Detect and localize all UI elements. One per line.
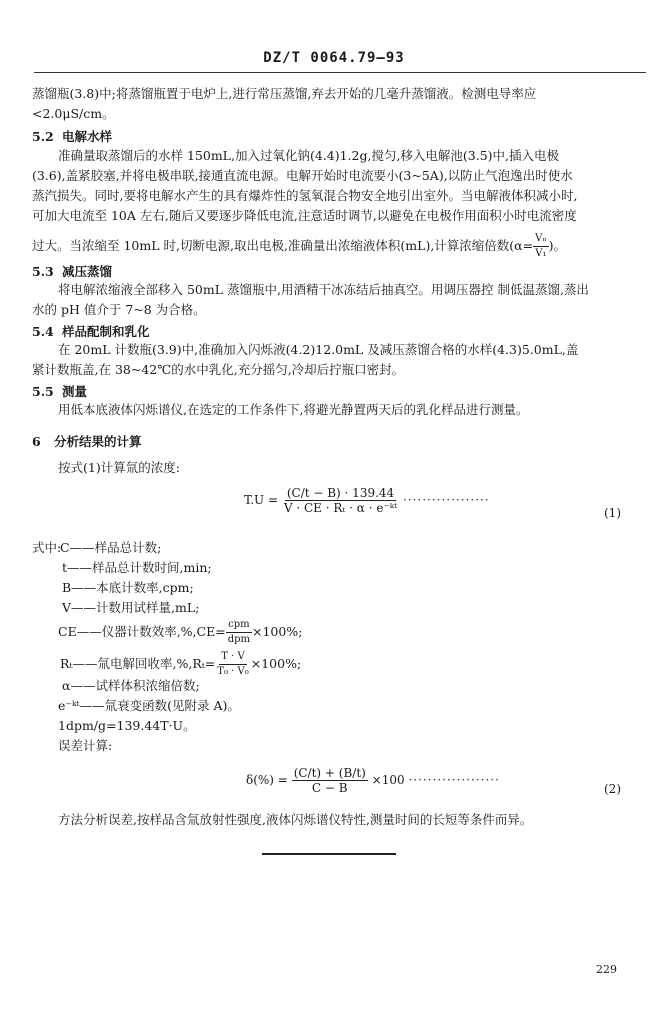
definition-text: ×100%; bbox=[250, 656, 302, 671]
alpha-denominator: V₁ bbox=[535, 248, 547, 259]
formula-fraction bbox=[292, 766, 368, 795]
paragraph-line: 误差计算: bbox=[58, 738, 113, 753]
standard-code-header: DZ/T 0064.79—93 bbox=[263, 50, 405, 66]
leader-dots: ·················· bbox=[402, 493, 490, 507]
paragraph-line: 水的 pH 值介于 7~8 为合格。 bbox=[32, 302, 206, 317]
paragraph-line: <2.0μS/cm。 bbox=[32, 106, 115, 121]
formula-tail: ×100 bbox=[371, 773, 405, 787]
formula-numerator: (C/t) + (B/t) bbox=[293, 766, 366, 780]
definition-line-with-fraction bbox=[60, 650, 301, 679]
section-6-heading bbox=[32, 432, 142, 450]
where-label: 式中: bbox=[32, 540, 62, 555]
definition-text: ×100%; bbox=[251, 624, 303, 639]
definition-line: t——样品总计数时间,min; bbox=[62, 560, 212, 575]
rt-fraction bbox=[215, 650, 250, 679]
formula-numerator: (C/t − B) · 139.44 bbox=[286, 486, 395, 500]
rt-denominator: T₀ · V₀ bbox=[217, 666, 249, 677]
ce-fraction bbox=[226, 618, 252, 647]
paragraph-line: 用低本底液体闪烁谱仪,在选定的工作条件下,将避光静置两天后的乳化样品进行测量。 bbox=[58, 402, 529, 417]
paragraph-line: 按式(1)计算氚的浓度: bbox=[58, 460, 180, 475]
header-rule bbox=[34, 72, 646, 73]
paragraph-line: 蒸馏瓶(3.8)中;将蒸馏瓶置于电炉上,进行常压蒸馏,弃去开始的几毫升蒸馏液。检测电导率应 bbox=[32, 86, 537, 101]
formula-denominator: V · CE · Rₜ · α · e⁻ᵏᵗ bbox=[283, 501, 398, 515]
definition-line: B——本底计数率,cpm; bbox=[62, 580, 194, 595]
definition-text: Rₜ——氚电解回收率,%,Rₜ= bbox=[60, 656, 216, 671]
definition-line: e⁻ᵏᵗ——氚衰变函数(见附录 A)。 bbox=[58, 698, 240, 713]
section-number: 5.5 bbox=[32, 384, 54, 399]
formula-fraction bbox=[282, 486, 399, 515]
definition-line-with-fraction bbox=[58, 618, 302, 647]
section-number: 6 bbox=[32, 434, 41, 449]
formula-1 bbox=[244, 486, 490, 515]
section-5-5-heading bbox=[32, 382, 87, 400]
section-5-3-heading bbox=[32, 262, 112, 280]
section-title: 样品配制和乳化 bbox=[62, 324, 150, 339]
equation-number: (1) bbox=[604, 506, 621, 520]
section-title: 电解水样 bbox=[62, 129, 113, 144]
alpha-fraction bbox=[533, 232, 549, 261]
end-rule bbox=[262, 853, 396, 855]
section-title: 减压蒸馏 bbox=[62, 264, 113, 279]
section-number: 5.3 bbox=[32, 264, 54, 279]
section-title: 分析结果的计算 bbox=[54, 434, 142, 449]
paragraph-line: (3.6),盖紧胶塞,并将电极串联,接通直流电源。电解开始时电流要小(3~5A),以防止气泡逸出时使水 bbox=[32, 168, 573, 183]
paragraph-line-with-fraction bbox=[32, 232, 566, 261]
section-number: 5.2 bbox=[32, 129, 54, 144]
paragraph-line: 准确量取蒸馏后的水样 150mL,加入过氧化钠(4.4)1.2g,搅匀,移入电解池(3.5)中,插入电极 bbox=[58, 148, 560, 163]
definition-line: α——试样体积浓缩倍数; bbox=[62, 678, 200, 693]
paragraph-line: 紧计数瓶盖,在 38~42℃的水中乳化,充分摇匀,冷却后拧瓶口密封。 bbox=[32, 362, 405, 377]
formula-lhs: T.U = bbox=[244, 493, 279, 507]
formula-2 bbox=[246, 766, 500, 795]
definition-line: C——样品总计数; bbox=[60, 540, 162, 555]
definition-line: V——计数用试样量,mL; bbox=[62, 600, 200, 615]
section-title: 测量 bbox=[62, 384, 88, 399]
ce-denominator: dpm bbox=[227, 634, 250, 645]
ce-numerator: cpm bbox=[226, 618, 251, 633]
equation-number: (2) bbox=[604, 782, 621, 796]
section-number: 5.4 bbox=[32, 324, 54, 339]
paragraph-text: )。 bbox=[548, 238, 567, 253]
page-number: 229 bbox=[596, 963, 617, 976]
section-5-2-heading bbox=[32, 127, 112, 145]
leader-dots: ··················· bbox=[408, 773, 500, 787]
formula-denominator: C − B bbox=[311, 781, 348, 795]
paragraph-line: 蒸汽损失。同时,要将电解水产生的具有爆炸性的氢氧混合物安全地引出室外。当电解液体积减小时, bbox=[32, 188, 578, 203]
paragraph-line: 可加大电流至 10A 左右,随后又要逐步降低电流,注意适时调节,以避免在电极作用面积小时电流密度 bbox=[32, 208, 577, 223]
rt-numerator: T · V bbox=[219, 650, 246, 665]
formula-lhs: δ(%) = bbox=[246, 773, 288, 787]
alpha-numerator: Vₙ bbox=[533, 232, 549, 247]
paragraph-line: 在 20mL 计数瓶(3.9)中,准确加入闪烁液(4.2)12.0mL 及减压蒸馏合格的水样(4.3)5.0mL,盖 bbox=[58, 342, 579, 357]
paragraph-line: 1dpm/g=139.44T·U。 bbox=[58, 718, 196, 733]
section-5-4-heading bbox=[32, 322, 150, 340]
paragraph-text: 过大。当浓缩至 10mL 时,切断电源,取出电极,准确量出浓缩液体积(mL),计算浓缩倍数(α= bbox=[32, 238, 534, 253]
paragraph-line: 方法分析误差,按样品含氚放射性强度,液体闪烁谱仪特性,测量时间的长短等条件而异。 bbox=[58, 812, 533, 827]
definition-text: CE——仪器计数效率,%,CE= bbox=[58, 624, 226, 639]
paragraph-line: 将电解浓缩液全部移入 50mL 蒸馏瓶中,用酒精干冰冻结后抽真空。用调压器控 制低温蒸馏,蒸出 bbox=[58, 282, 589, 297]
